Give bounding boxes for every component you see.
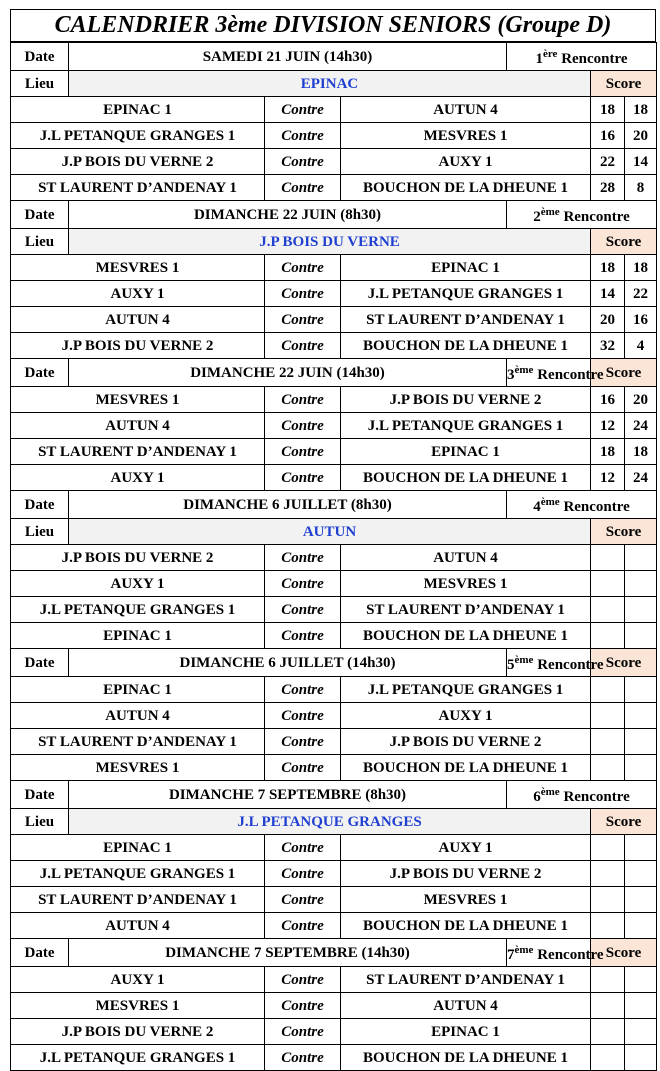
versus-label: Contre <box>265 861 341 887</box>
home-score <box>591 703 625 729</box>
away-score <box>625 913 657 939</box>
home-score <box>591 597 625 623</box>
home-score: 22 <box>591 149 625 175</box>
home-team: AUXY 1 <box>11 465 265 491</box>
venue-label: Lieu <box>11 519 69 545</box>
round-number: 1 <box>535 51 543 67</box>
away-team: AUTUN 4 <box>341 993 591 1019</box>
away-team: AUXY 1 <box>341 149 591 175</box>
away-score: 18 <box>625 439 657 465</box>
round-label <box>507 649 604 677</box>
round-header-row <box>11 43 657 71</box>
venue-row <box>11 71 657 97</box>
away-score: 16 <box>625 307 657 333</box>
away-team: MESVRES 1 <box>341 887 591 913</box>
versus-label: Contre <box>265 545 341 571</box>
round-number: 6 <box>533 789 541 805</box>
home-score <box>591 967 625 993</box>
home-score <box>591 913 625 939</box>
versus-label: Contre <box>265 993 341 1019</box>
away-team: J.L PETANQUE GRANGES 1 <box>341 413 591 439</box>
away-team: EPINAC 1 <box>341 1019 591 1045</box>
home-team: ST LAURENT D’ANDENAY 1 <box>11 729 265 755</box>
versus-label: Contre <box>265 967 341 993</box>
match-row <box>11 597 657 623</box>
round-label <box>507 359 604 387</box>
away-score: 20 <box>625 387 657 413</box>
match-row <box>11 729 657 755</box>
match-row <box>11 677 657 703</box>
home-team: AUXY 1 <box>11 281 265 307</box>
home-score <box>591 571 625 597</box>
versus-label: Contre <box>265 175 341 201</box>
round-ordinal: ème <box>514 364 534 376</box>
round-word: Rencontre <box>533 657 604 673</box>
home-score <box>591 835 625 861</box>
match-row <box>11 913 657 939</box>
round-ordinal: ème <box>540 496 560 508</box>
round-word: Rencontre <box>559 209 630 225</box>
schedule-table <box>10 42 657 1071</box>
versus-label: Contre <box>265 677 341 703</box>
venue-name: J.L PETANQUE GRANGES <box>69 809 591 835</box>
home-score <box>591 1045 625 1071</box>
score-header: Score <box>591 71 657 97</box>
score-header: Score <box>591 229 657 255</box>
away-score <box>625 993 657 1019</box>
away-team: J.P BOIS DU VERNE 2 <box>341 729 591 755</box>
away-score <box>625 755 657 781</box>
date-label: Date <box>11 781 69 809</box>
away-team: BOUCHON DE LA DHEUNE 1 <box>341 465 591 491</box>
versus-label: Contre <box>265 729 341 755</box>
match-row <box>11 571 657 597</box>
home-score <box>591 623 625 649</box>
venue-label: Lieu <box>11 71 69 97</box>
match-row <box>11 333 657 359</box>
versus-label: Contre <box>265 755 341 781</box>
score-header: Score <box>591 809 657 835</box>
away-score: 4 <box>625 333 657 359</box>
match-row <box>11 149 657 175</box>
away-score <box>625 677 657 703</box>
round-date: SAMEDI 21 JUIN (14h30) <box>69 43 507 71</box>
home-score <box>591 755 625 781</box>
away-team: BOUCHON DE LA DHEUNE 1 <box>341 333 591 359</box>
home-team: J.P BOIS DU VERNE 2 <box>11 333 265 359</box>
away-score: 18 <box>625 97 657 123</box>
away-team: EPINAC 1 <box>341 255 591 281</box>
away-team: J.P BOIS DU VERNE 2 <box>341 387 591 413</box>
home-team: EPINAC 1 <box>11 677 265 703</box>
away-team: ST LAURENT D’ANDENAY 1 <box>341 597 591 623</box>
home-team: AUTUN 4 <box>11 913 265 939</box>
round-ordinal: ème <box>540 206 560 218</box>
match-row <box>11 1045 657 1071</box>
home-score: 18 <box>591 255 625 281</box>
home-team: EPINAC 1 <box>11 835 265 861</box>
away-team: J.L PETANQUE GRANGES 1 <box>341 677 591 703</box>
date-label: Date <box>11 43 69 71</box>
versus-label: Contre <box>265 149 341 175</box>
match-row <box>11 967 657 993</box>
away-team: AUXY 1 <box>341 835 591 861</box>
score-header: Score <box>591 359 657 387</box>
versus-label: Contre <box>265 97 341 123</box>
venue-name: J.P BOIS DU VERNE <box>69 229 591 255</box>
match-row <box>11 387 657 413</box>
round-header-row <box>11 939 657 967</box>
home-score: 16 <box>591 123 625 149</box>
round-label <box>507 939 604 967</box>
versus-label: Contre <box>265 1019 341 1045</box>
away-team: ST LAURENT D’ANDENAY 1 <box>341 307 591 333</box>
match-row <box>11 623 657 649</box>
home-score: 18 <box>591 97 625 123</box>
versus-label: Contre <box>265 703 341 729</box>
match-row <box>11 755 657 781</box>
round-date: DIMANCHE 6 JUILLET (14h30) <box>69 649 507 677</box>
round-number: 3 <box>507 367 515 383</box>
home-team: EPINAC 1 <box>11 97 265 123</box>
round-word: Rencontre <box>559 789 630 805</box>
home-team: J.P BOIS DU VERNE 2 <box>11 149 265 175</box>
round-date: DIMANCHE 7 SEPTEMBRE (14h30) <box>69 939 507 967</box>
home-score: 28 <box>591 175 625 201</box>
versus-label: Contre <box>265 1045 341 1071</box>
round-ordinal: ème <box>514 944 534 956</box>
away-score: 18 <box>625 255 657 281</box>
match-row <box>11 97 657 123</box>
round-ordinal: ème <box>540 786 560 798</box>
away-score <box>625 1019 657 1045</box>
away-team: BOUCHON DE LA DHEUNE 1 <box>341 1045 591 1071</box>
versus-label: Contre <box>265 571 341 597</box>
away-score: 22 <box>625 281 657 307</box>
match-row <box>11 703 657 729</box>
round-word: Rencontre <box>533 947 604 963</box>
round-date: DIMANCHE 7 SEPTEMBRE (8h30) <box>69 781 507 809</box>
home-team: AUTUN 4 <box>11 307 265 333</box>
away-score <box>625 1045 657 1071</box>
versus-label: Contre <box>265 413 341 439</box>
versus-label: Contre <box>265 307 341 333</box>
away-team: BOUCHON DE LA DHEUNE 1 <box>341 755 591 781</box>
round-header-row <box>11 781 657 809</box>
home-team: J.L PETANQUE GRANGES 1 <box>11 861 265 887</box>
away-team: BOUCHON DE LA DHEUNE 1 <box>341 175 591 201</box>
venue-row <box>11 519 657 545</box>
home-team: J.L PETANQUE GRANGES 1 <box>11 1045 265 1071</box>
home-score <box>591 861 625 887</box>
round-number: 5 <box>507 657 515 673</box>
match-row <box>11 413 657 439</box>
versus-label: Contre <box>265 887 341 913</box>
home-team: AUXY 1 <box>11 571 265 597</box>
score-header: Score <box>591 939 657 967</box>
versus-label: Contre <box>265 913 341 939</box>
home-team: ST LAURENT D’ANDENAY 1 <box>11 175 265 201</box>
away-team: AUTUN 4 <box>341 545 591 571</box>
versus-label: Contre <box>265 387 341 413</box>
home-team: MESVRES 1 <box>11 387 265 413</box>
round-number: 2 <box>533 209 541 225</box>
home-score: 16 <box>591 387 625 413</box>
versus-label: Contre <box>265 623 341 649</box>
home-score <box>591 677 625 703</box>
home-score: 18 <box>591 439 625 465</box>
home-team: AUTUN 4 <box>11 413 265 439</box>
away-team: J.L PETANQUE GRANGES 1 <box>341 281 591 307</box>
venue-label: Lieu <box>11 809 69 835</box>
venue-name: AUTUN <box>69 519 591 545</box>
match-row <box>11 835 657 861</box>
home-team: J.L PETANQUE GRANGES 1 <box>11 123 265 149</box>
home-score: 32 <box>591 333 625 359</box>
round-word: Rencontre <box>533 367 604 383</box>
away-team: MESVRES 1 <box>341 123 591 149</box>
versus-label: Contre <box>265 281 341 307</box>
venue-row <box>11 229 657 255</box>
home-score <box>591 545 625 571</box>
date-label: Date <box>11 649 69 677</box>
home-team: ST LAURENT D’ANDENAY 1 <box>11 887 265 913</box>
away-score: 20 <box>625 123 657 149</box>
away-score: 24 <box>625 465 657 491</box>
page-title: CALENDRIER 3ème DIVISION SENIORS (Groupe D) <box>10 9 656 42</box>
versus-label: Contre <box>265 333 341 359</box>
away-score <box>625 835 657 861</box>
round-date: DIMANCHE 6 JUILLET (8h30) <box>69 491 507 519</box>
away-score <box>625 571 657 597</box>
away-team: AUTUN 4 <box>341 97 591 123</box>
date-label: Date <box>11 201 69 229</box>
away-score <box>625 967 657 993</box>
round-ordinal: ème <box>514 654 534 666</box>
venue-label: Lieu <box>11 229 69 255</box>
away-score <box>625 887 657 913</box>
home-team: AUTUN 4 <box>11 703 265 729</box>
round-label <box>507 491 657 519</box>
home-score: 14 <box>591 281 625 307</box>
venue-name: EPINAC <box>69 71 591 97</box>
round-date: DIMANCHE 22 JUIN (14h30) <box>69 359 507 387</box>
home-score: 12 <box>591 413 625 439</box>
home-score <box>591 993 625 1019</box>
round-word: Rencontre <box>559 499 630 515</box>
versus-label: Contre <box>265 597 341 623</box>
home-team: MESVRES 1 <box>11 993 265 1019</box>
match-row <box>11 887 657 913</box>
round-number: 7 <box>507 947 515 963</box>
home-score <box>591 887 625 913</box>
home-team: J.L PETANQUE GRANGES 1 <box>11 597 265 623</box>
date-label: Date <box>11 939 69 967</box>
away-score <box>625 861 657 887</box>
schedule-body <box>11 43 657 1071</box>
away-score <box>625 623 657 649</box>
round-header-row <box>11 359 657 387</box>
round-ordinal: ère <box>542 48 558 60</box>
away-score: 8 <box>625 175 657 201</box>
match-row <box>11 439 657 465</box>
versus-label: Contre <box>265 439 341 465</box>
match-row <box>11 123 657 149</box>
home-score <box>591 729 625 755</box>
home-score: 12 <box>591 465 625 491</box>
round-header-row <box>11 649 657 677</box>
home-team: EPINAC 1 <box>11 623 265 649</box>
versus-label: Contre <box>265 255 341 281</box>
score-header: Score <box>591 519 657 545</box>
round-label <box>507 201 657 229</box>
round-label <box>507 781 657 809</box>
home-team: J.P BOIS DU VERNE 2 <box>11 545 265 571</box>
away-score: 24 <box>625 413 657 439</box>
home-team: ST LAURENT D’ANDENAY 1 <box>11 439 265 465</box>
home-team: MESVRES 1 <box>11 755 265 781</box>
away-team: ST LAURENT D’ANDENAY 1 <box>341 967 591 993</box>
away-team: MESVRES 1 <box>341 571 591 597</box>
round-header-row <box>11 201 657 229</box>
match-row <box>11 281 657 307</box>
versus-label: Contre <box>265 123 341 149</box>
match-row <box>11 175 657 201</box>
home-score <box>591 1019 625 1045</box>
away-score: 14 <box>625 149 657 175</box>
away-team: EPINAC 1 <box>341 439 591 465</box>
match-row <box>11 255 657 281</box>
match-row <box>11 307 657 333</box>
score-header: Score <box>591 649 657 677</box>
round-label <box>507 43 657 71</box>
round-header-row <box>11 491 657 519</box>
match-row <box>11 465 657 491</box>
match-row <box>11 993 657 1019</box>
date-label: Date <box>11 359 69 387</box>
versus-label: Contre <box>265 835 341 861</box>
match-row <box>11 1019 657 1045</box>
round-number: 4 <box>533 499 541 515</box>
versus-label: Contre <box>265 465 341 491</box>
match-row <box>11 545 657 571</box>
away-score <box>625 545 657 571</box>
away-team: BOUCHON DE LA DHEUNE 1 <box>341 623 591 649</box>
away-score <box>625 597 657 623</box>
away-team: J.P BOIS DU VERNE 2 <box>341 861 591 887</box>
home-team: MESVRES 1 <box>11 255 265 281</box>
round-date: DIMANCHE 22 JUIN (8h30) <box>69 201 507 229</box>
away-team: AUXY 1 <box>341 703 591 729</box>
round-word: Rencontre <box>557 51 628 67</box>
date-label: Date <box>11 491 69 519</box>
home-score: 20 <box>591 307 625 333</box>
match-row <box>11 861 657 887</box>
away-team: BOUCHON DE LA DHEUNE 1 <box>341 913 591 939</box>
venue-row <box>11 809 657 835</box>
home-team: J.P BOIS DU VERNE 2 <box>11 1019 265 1045</box>
away-score <box>625 729 657 755</box>
home-team: AUXY 1 <box>11 967 265 993</box>
away-score <box>625 703 657 729</box>
